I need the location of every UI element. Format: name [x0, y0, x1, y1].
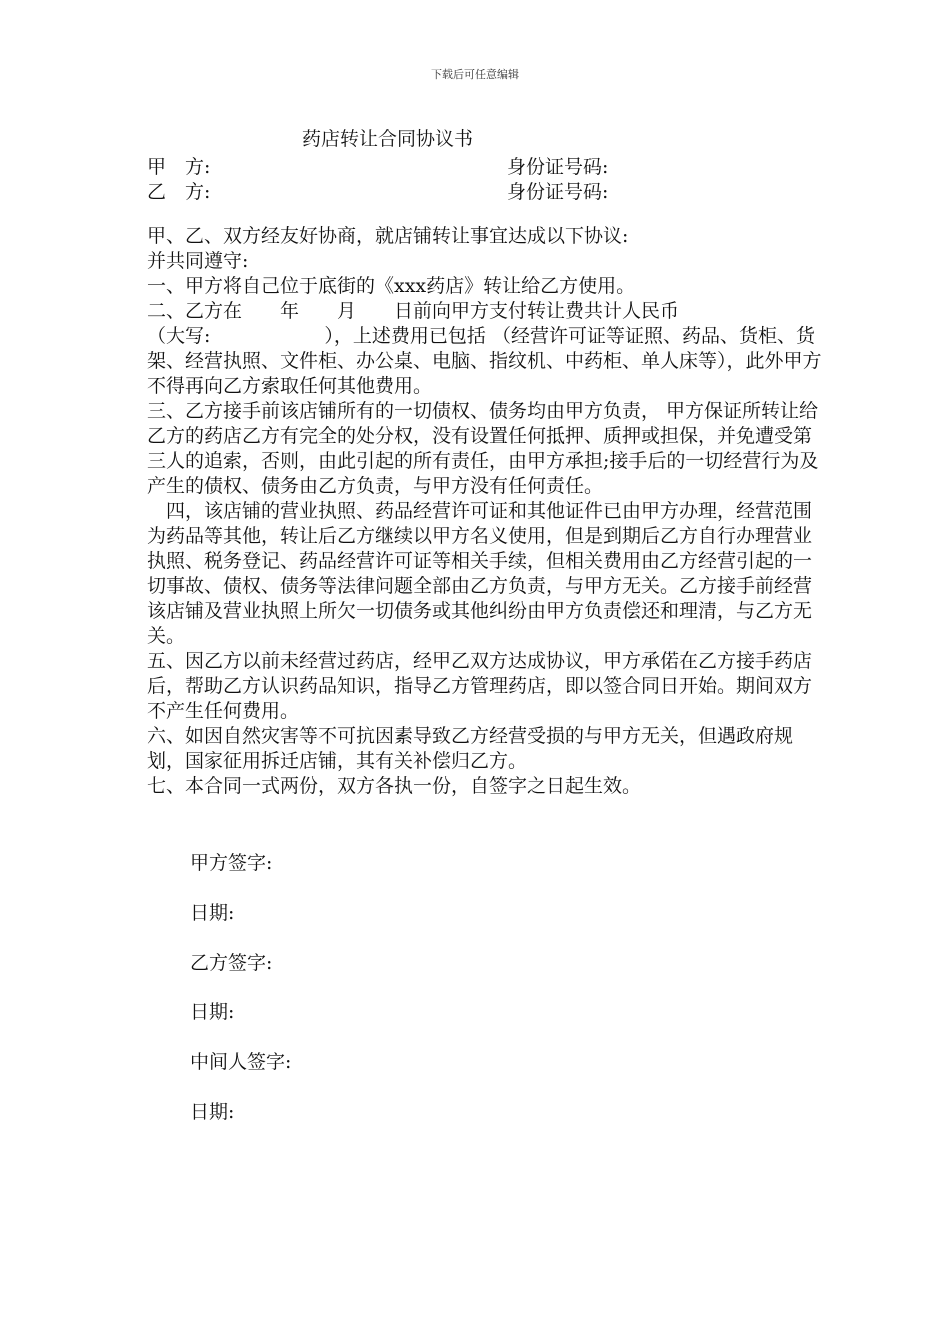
party-a-line [147, 152, 608, 179]
clause-1: 一、甲方将自己位于底街的《xxx药店》转让给乙方使用。 [147, 275, 636, 297]
party-b-id-label: 身份证号码: [507, 181, 609, 203]
clause-7: 七、本合同一式两份，双方各执一份，自签字之日起生效。 [147, 775, 642, 797]
paragraph: 甲、乙、双方经友好协商，就店铺转让事宜达成以下协议: [147, 225, 629, 247]
clause-4: 四，该店铺的营业执照、药品经营许可证和其他证件已由甲方办理，经营范围为药品等其他，转让后乙方继续以甲方名义使用，但是到期后乙方自行办理营业执照、税务登记、药品经营许可证等相关手续，但相关费用由乙方经营引起的一切事故、债权、债务等法律问题全部由乙方负责，与甲方无关。乙方接手前经营该店铺及营业执照上所欠一切债务或其他纠纷由甲方负责偿还和理清，与乙方无关。 [147, 500, 813, 647]
document-title: 药店转让合同协议书 [302, 128, 474, 150]
clause-2: 二、乙方在 年 月 日前向甲方支付转让费共计人民币 [147, 300, 680, 322]
party-a-date-label: 日期: [190, 902, 235, 924]
header-note: 下载后可任意编辑 [431, 68, 519, 81]
agreement-body [147, 224, 827, 799]
party-b-date-label: 日期: [190, 1001, 235, 1023]
clause-6: 六、如因自然灾害等不可抗因素导致乙方经营受损的与甲方无关，但遇政府规划，国家征用拆迁店铺，其有关补偿归乙方。 [147, 725, 794, 772]
party-b-signature-label: 乙方签字: [190, 952, 273, 974]
paragraph: 并共同遵守: [147, 250, 249, 272]
middleman-signature-label: 中间人签字: [190, 1051, 292, 1073]
party-a-label: 甲 方: [147, 156, 211, 178]
clause-3: 三、乙方接手前该店铺所有的一切债权、债务均由甲方负责， 甲方保证所转让给乙方的药店乙方有完全的处分权，没有设置任何抵押、质押或担保，并免遭受第三人的追索，否则，由此引起的所有责任，由甲方承担;接手后的一切经营行为及产生的债权、债务由乙方负责，与甲方没有任何责任。 [147, 400, 819, 497]
party-a-signature-label: 甲方签字: [190, 852, 273, 874]
clause-5: 五、因乙方以前未经营过药店，经甲乙双方达成协议，甲方承偌在乙方接手药店后，帮助乙方认识药品知识，指导乙方管理药店，即以签合同日开始。期间双方不产生任何费用。 [147, 650, 813, 722]
middleman-date-label: 日期: [190, 1101, 235, 1123]
party-b-label: 乙 方: [147, 181, 211, 203]
clause-2-continued: （大写: ），上述费用已包括 （经营许可证等证照、药品、货柜、货架、经营执照、文件柜、办公桌、电脑、指纹机、中药柜、单人床等），此外甲方不得再向乙方索取任何其他费用。 [147, 325, 822, 397]
party-a-id-label: 身份证号码: [507, 156, 609, 178]
party-b-line [147, 177, 608, 204]
